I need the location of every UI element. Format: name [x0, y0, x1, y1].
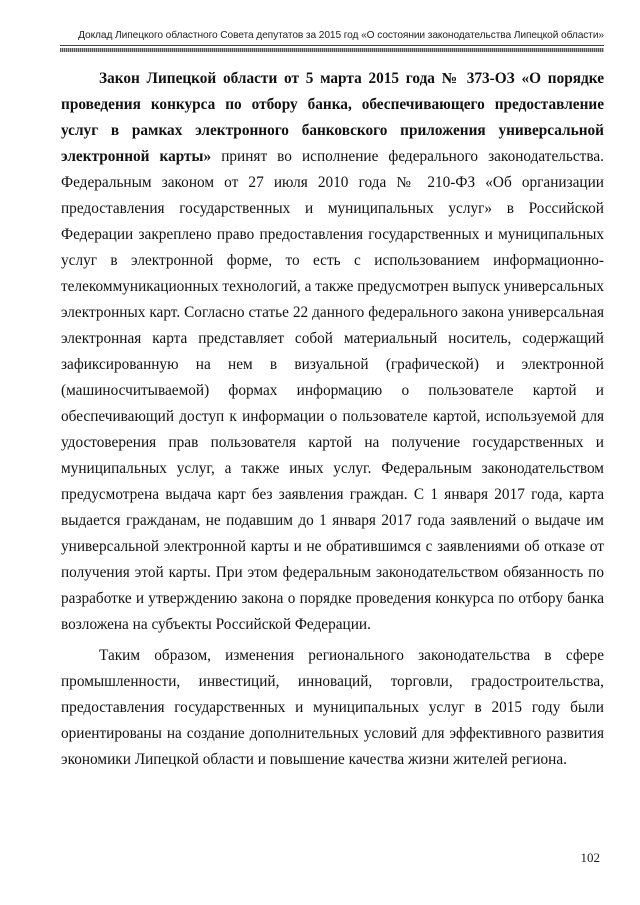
paragraph-law-373 — [61, 66, 604, 638]
running-header: Доклад Липецкого областного Совета депутатов за 2015 год «О состоянии законодательства Липецкой области» — [78, 30, 604, 41]
header-rule — [60, 45, 604, 46]
page-number: 102 — [580, 850, 600, 865]
paragraph-conclusion: Таким образом, изменения регионального законодательства в сфере промышленности, инвестиций, инноваций, торговли, градостроительства, предоставления государственных и муниципальных услуг в 2015 году были ориентированы на создание дополнительных условий для эффективного развития экономики Липецкой области и повышение качества жизни жителей региона. — [61, 647, 604, 768]
header-rule-double — [60, 48, 604, 52]
paragraph-text: принят во исполнение федерального законодательства. Федеральным законом от 27 июля 2010 года № 210-ФЗ «Об организации предоставления государственных и муниципальных услуг» в Российской Федерации закреплено право предоставления государственных и муниципальных услуг в электронной форме, то есть с использованием информационно-телекоммуникационных технологий, а также предусмотрен выпуск универсальных электронных карт. Согласно статье 22 данного федерального закона универсальная электронная карта представляет собой материальный носитель, содержащий зафиксированную на нем в визуальной (графической) и электронной (машиносчитываемой) формах информацию о пользователе картой и обеспечивающий доступ к информации о пользователе картой, используемой для удостоверения прав пользователя картой на получение государственных и муниципальных услуг, а также иных услуг. Федеральным законодательством предусмотрена выдача карт без заявления граждан. С 1 января 2017 года, карта выдается гражданам, не подавшим до 1 января 2017 года заявлений о выдаче им универсальной электронной карты и не обратившимся с заявлениями об отказе от получения этой карты. При этом федеральным законодательством обязанность по разработке и утверждению закона о порядке проведения конкурса по отбору банка возложена на субъекты Российской Федерации. — [61, 148, 604, 633]
document-body — [61, 66, 604, 773]
law-title: Закон Липецкой области от 5 марта 2015 года № 373-ОЗ «О порядке проведения конкурса по отбору банка, обеспечивающего предоставление услуг в рамках электронного банковского приложения универсальной электронной карты» — [61, 70, 604, 165]
